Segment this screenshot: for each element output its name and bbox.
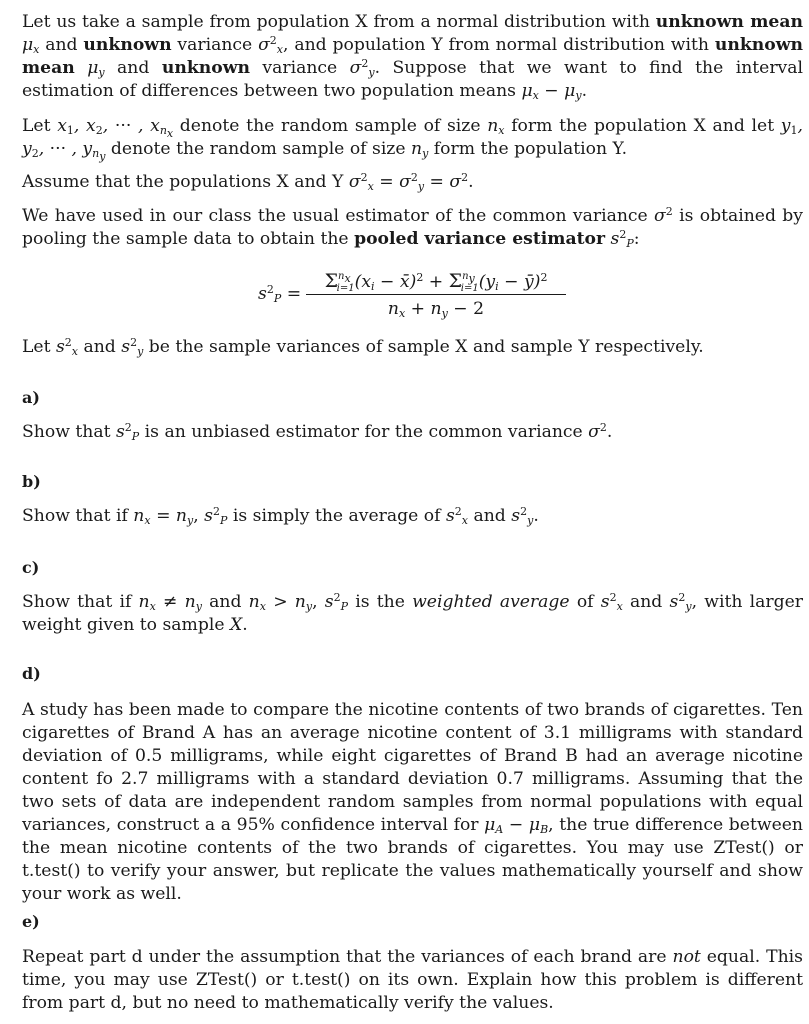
pooled-variance-formula: $s^2_P$ = $\Sigma^{n_x}_{i=1}(x_i$ − x̄)$^2$ + $\Sigma^{n_y}_{i=1}(y_i$ − ȳ)$^2$ $n_x + n_y - 2$ <box>22 269 803 325</box>
pooled-text-1: We have used in our class the usual estimator of the common variance <box>22 206 655 226</box>
part-e-text-1: Repeat part d under the assumption that the variances of each brand are <box>22 947 673 967</box>
part-d-label: d) <box>22 664 41 683</box>
sample-def-text-2: denote the random sample of size <box>173 116 488 136</box>
part-a-text-2: is an unbiased estimator for the common variance <box>144 422 589 442</box>
part-b-text: Show that if $n_x = n_y$, $s^2_P$ is simply the average of $s^2_x$ and $s^2_y$. <box>22 505 539 527</box>
part-d-text-1: A study has been made to compare the nicotine contents of two brands of cigarettes. Ten cigarettes of Brand A has an average nicotine content of 3.1 milligrams with standard deviation of 0.5 milligrams, while eight cigarettes of Brand B had an average nicotine content fo 2.7 milligrams with a standard deviation 0.7 milligrams. Assuming that the two sets of data are independent random samples from normal populations with equal variances, construct a a 95% confidence interval for <box>22 700 803 835</box>
part-c-text-2: and <box>201 592 249 612</box>
part-c-text-3: is the <box>348 592 413 612</box>
intro-bold-1: unknown mean <box>655 12 803 32</box>
assume-text-1: Assume that the populations X and Y <box>22 172 349 192</box>
intro-bold-2: unknown <box>83 35 172 55</box>
pooled-variance-paragraph: We have used in our class the usual estimator of the common variance $\sigma^2$ is obtained by pooling the sample data to obtain the pooled variance estimator $s^2_P$: <box>22 205 803 250</box>
sample-variances-paragraph: Let $s^2_x$ and $s^2_y$ be the sample variances of sample X and sample Y respectively. <box>22 336 704 358</box>
part-c-italic-1: weighted average <box>412 592 570 612</box>
part-c-text: Show that if $n_x \ne n_y$ and $n_x > n_y$, $s^2_P$ is the weighted average of $s^2_x$ and $s^2_y$, with larger weight given to sample X. <box>22 591 803 635</box>
part-c-text-6: , with larger weight given to sample <box>22 592 803 635</box>
assumption-paragraph: Assume that the populations X and Y $\sigma^2_x = \sigma^2_y = \sigma^2$. <box>22 171 474 193</box>
part-e-text <box>22 946 803 1015</box>
intro-text-1: Let us take a sample from population X from a normal distribution with <box>22 12 656 32</box>
intro-text-7: . Suppose that we want to find the interval estimation of differences between two population means <box>22 58 804 101</box>
part-b-text-1: Show that if <box>22 506 134 526</box>
part-a-label: a) <box>22 388 40 407</box>
sample-definition-paragraph: Let $x_1$, $x_2$, ··· , $x_{n_x}$ denote the random sample of size $n_x$ form the population X and let $y_1$, $y_2$, ··· , $y_{n_y}$ denote the random sample of size $n_y$ form the population Y. <box>22 116 803 163</box>
sample-def-text-5: form the population Y. <box>428 139 628 159</box>
part-c-label: c) <box>22 558 40 577</box>
sample-var-text-1: Let <box>22 337 56 357</box>
part-b-text-3: and <box>468 506 512 526</box>
sample-def-text-1: Let <box>22 116 58 136</box>
intro-text-5: and <box>104 58 162 78</box>
intro-text-2: and <box>39 35 84 55</box>
part-e-text-2: equal. This time, you may use ZTest() or t.test() on its own. Explain how this problem is different from part d, but no need to mathematically verify the values. <box>22 947 803 1013</box>
part-a-text: Show that $s^2_P$ is an unbiased estimator for the common variance $\sigma^2$. <box>22 421 613 443</box>
sample-var-text-3: be the sample variances of sample X and sample Y respectively. <box>143 337 704 357</box>
pooled-text-2: is obtained by pooling the sample data to obtain the <box>22 206 803 249</box>
intro-bold-3: unknown mean <box>22 35 803 78</box>
part-c-text-1: Show that if <box>22 592 139 612</box>
part-a-text-1: Show that <box>22 422 116 442</box>
intro-text-6: variance <box>249 58 350 78</box>
pooled-bold-1: pooled variance estimator <box>354 229 606 249</box>
intro-paragraph: Let us take a sample from population X from a normal distribution with unknown mean $\mu_x$ and unknown variance $\sigma^2_x$, and population Y from normal distribution with unknown mean $\mu_y$ and unknown variance $\sigma^2_y$. Suppose that we want to find the interval estimation of differences between two population means $\mu_x - \mu_y$. <box>22 12 804 102</box>
intro-bold-4: unknown <box>161 58 250 78</box>
part-c-text-5: and <box>622 592 670 612</box>
part-e-label: e) <box>22 912 40 931</box>
sample-def-text-3: form the population X and let <box>504 116 781 136</box>
pooled-text-3: : <box>633 229 640 249</box>
sample-var-text-2: and <box>78 337 122 357</box>
intro-text-3: variance <box>171 35 259 55</box>
part-d-text-2: , the true difference between the mean nicotine contents of the two brands of cigarettes. You may use ZTest() or t.test() to verify your answer, but replicate the values mathematically yourself and show your work as well. <box>22 815 803 904</box>
part-b-text-2: is simply the average of <box>232 506 446 526</box>
part-d-text: A study has been made to compare the nicotine contents of two brands of cigarettes. Ten cigarettes of Brand A has an average nicotine content of 3.1 milligrams with standard deviation of 0.5 milligrams, while eight cigarettes of Brand B had an average nicotine content fo 2.7 milligrams with a standard deviation 0.7 milligrams. Assuming that the two sets of data are independent random samples from normal populations with equal variances, construct a a 95% confidence interval for $\mu_A - \mu_B$, the true difference between the mean nicotine contents of the two brands of cigarettes. You may use ZTest() or t.test() to verify your answer, but replicate the values mathematically yourself and show your work as well. <box>22 700 803 904</box>
part-e-italic-1: not <box>672 947 701 967</box>
sample-def-text-4: denote the random sample of size <box>105 139 412 159</box>
intro-text-4: , and population Y from normal distribution with <box>283 35 715 55</box>
part-c-text-4: of <box>569 592 601 612</box>
part-b-label: b) <box>22 472 41 491</box>
